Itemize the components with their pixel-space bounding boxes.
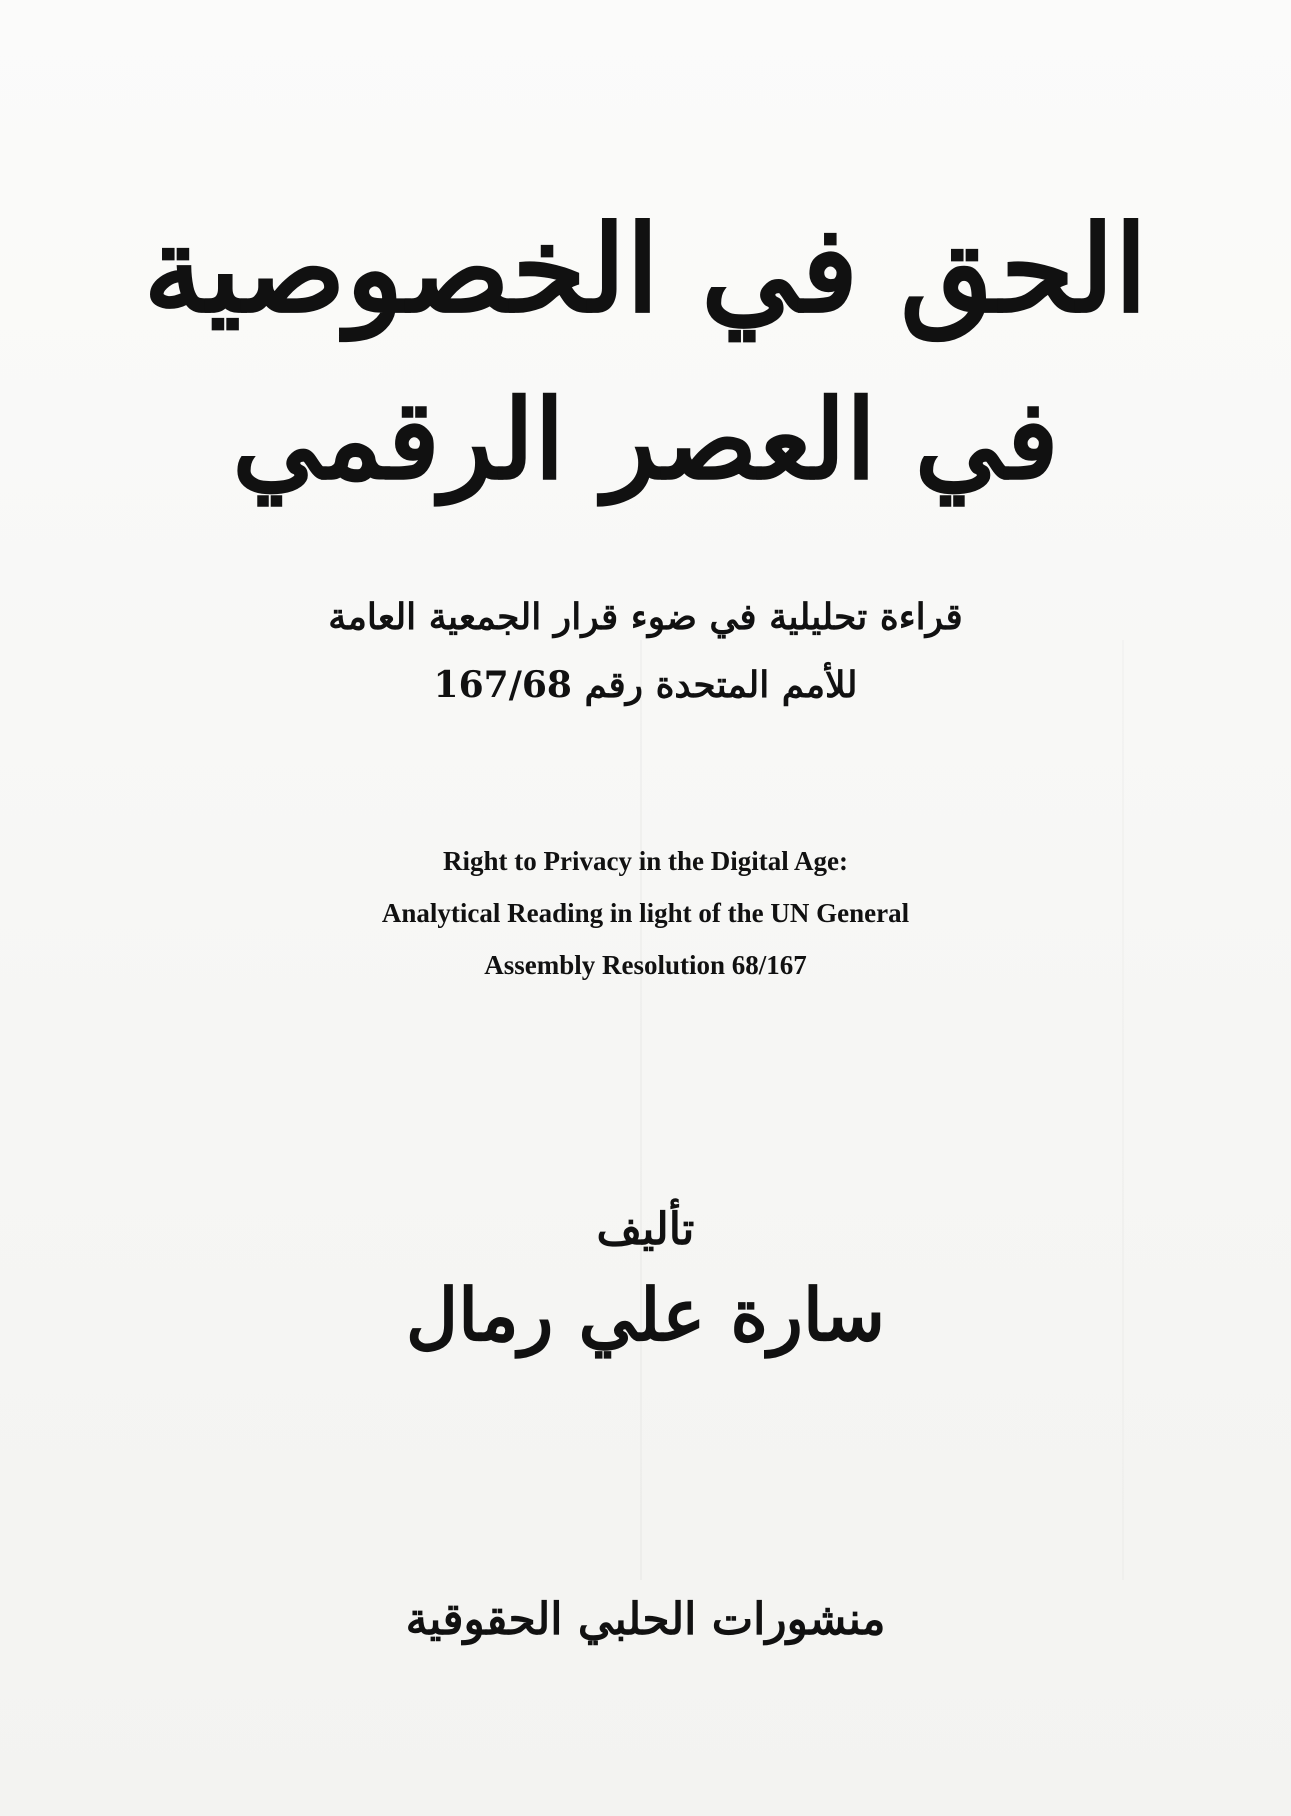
english-title-line-2: Analytical Reading in light of the UN General <box>381 898 910 928</box>
english-title <box>0 835 1291 991</box>
author-name: سارة علي رمال <box>405 1272 886 1357</box>
arabic-title-line-1: الحق في الخصوصية <box>143 199 1148 340</box>
arabic-subtitle-line-1: قراءة تحليلية في ضوء قرار الجمعية العامة <box>328 596 963 638</box>
publisher-name: منشورات الحلبي الحقوقية <box>405 1594 886 1645</box>
english-title-line-3: Assembly Resolution 68/167 <box>484 950 807 980</box>
show-through-background <box>640 640 1124 1580</box>
english-title-line-1: Right to Privacy in the Digital Age: <box>443 846 848 876</box>
author-label: تأليف <box>596 1204 695 1255</box>
arabic-subtitle-line-2: للأمم المتحدة رقم 167/68 <box>433 664 858 706</box>
arabic-title-line-2: في العصر الرقمي <box>232 375 1059 504</box>
